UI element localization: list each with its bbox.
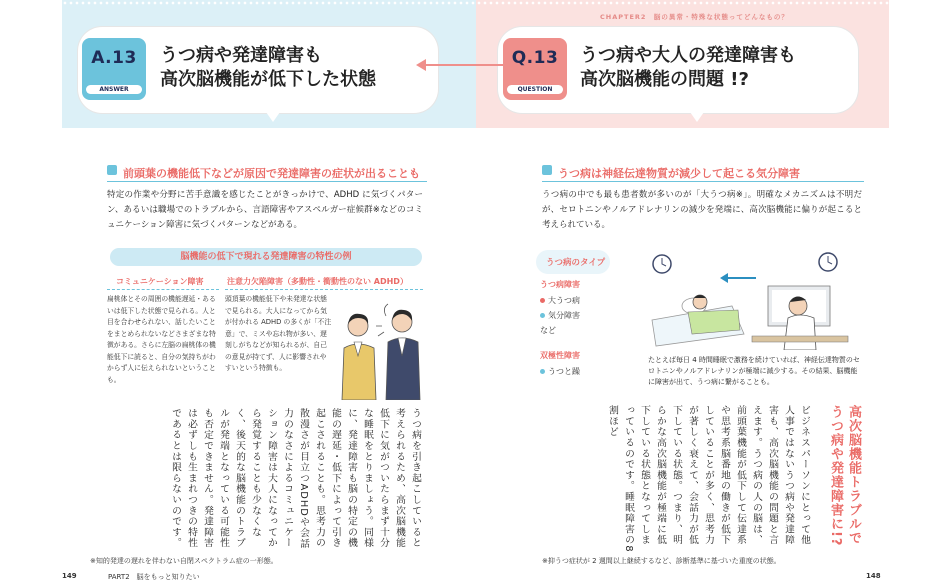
right-vertical-heading: 高次脳機能トラブルでうつ病や発達障害に!? xyxy=(828,405,861,547)
part-label: PART2 脳をもっと知りたい xyxy=(108,573,200,581)
right-footnote: ※抑うつ症状が 2 週間以上継続するなど、診断基準に基づいた重度の状態。 xyxy=(542,557,781,565)
question-title: うつ病や大人の発達障害も 高次脳機能の問題 !? xyxy=(580,45,796,90)
traits-pill: 脳機能の低下で現れる発達障害の特性の例 xyxy=(110,248,422,266)
divider xyxy=(107,181,427,182)
chapter-tag: CHAPTER2 脳の異常・特殊な状態ってどんなもの？ xyxy=(600,13,789,21)
answer-badge xyxy=(82,38,146,100)
bipolar-heading: 双極性障害 xyxy=(540,351,580,360)
bullet-icon xyxy=(540,369,545,374)
left-intro: 特定の作業や分野に苦手意識を感じたことがきっかけで、ADHD に気づくパターン、あるいは職場でのトラブルから、言語障害やアスペルガー症候群※などのコミュニケーション障害に気づくパターンなどがある。 xyxy=(107,190,423,230)
right-section-title: うつ病は神経伝達物質が減少して起こる気分障害 xyxy=(542,165,800,181)
unipolar-heading: うつ病障害 xyxy=(540,280,580,289)
illustration-caption: たとえば毎日 4 時間睡眠で激務を続けていれば、神経伝達物質のセロトニンやノルアドレナリンが極端に減少する。その結果、脳機能に障害が出て、うつ病に繋がることも。 xyxy=(648,356,860,386)
bullet-icon xyxy=(540,298,545,303)
page-number-left: 149 xyxy=(62,572,77,580)
adhd-heading: 注意力欠陥障害（多動性・衝動性のない ADHD） xyxy=(227,277,408,286)
left-section-title: 前頭葉の機能低下などが原因で発達障害の症状が出ることも xyxy=(107,165,420,181)
left-vertical-body: うつ病を引き起こしていると考えられるため、高次脳機能低下に気がついたらまず十分な睡眠をとりましょう。同様に、発達障害も脳の特定の機能の遅延・低下によって引き起こされることも。思考力の散漫さが目立つADHDや会話力のなさによるコミュニケーション障害は大人になってから発覚することも少なくなく、後天的な脳機能のトラブルが発端となっている可能性も否定できません。発達障害は必ずしも生まれつきの特性であるとは限らないのです。 xyxy=(170,408,421,550)
types-title: うつ病のタイプ xyxy=(546,258,606,268)
overwork-illustration xyxy=(648,250,864,350)
answer-label: ANSWER xyxy=(86,85,142,94)
answer-number: A.13 xyxy=(91,48,137,68)
question-number: Q.13 xyxy=(511,48,559,68)
type-item: うつと躁 xyxy=(540,366,580,377)
adhd-text: 頭頂葉の機能低下や未発達な状態で見られる。大人になってから気が付かれる ADHD の多くが「不注意」で、ミスや忘れ物が多い、遅刻しがちなどが知られるが、自己の意見が持てず、人に影響されやすいという特徴も。 xyxy=(225,295,332,372)
dot-pattern xyxy=(62,0,476,6)
page-number-right: 148 xyxy=(866,572,881,580)
bubble-tail xyxy=(690,112,704,122)
divider xyxy=(107,289,219,290)
dot-pattern xyxy=(476,0,889,6)
answer-title: うつ病や発達障害も 高次脳機能が低下した状態 xyxy=(160,45,376,90)
comm-text: 扁桃体とその周囲の機能遅延・あるいは低下した状態で見られる。人と目を合わせられない、話したいことをまとめられないなどさまざまな特徴がある。さらに左脳の扁桃体の機能低下に読ると、自分の気持ちがわからず人に伝えられないということも。 xyxy=(107,295,216,384)
bubble-tail xyxy=(266,112,280,122)
right-vertical-body: ビジネスパーソンにとって他人事ではないうつ病や発達障害も、高次脳機能の問題と言えます。うつ病の人の脳は、前頭葉機能が低下して伝達系や思考系脳番地の働きが低下していることが多く、思考力が著しく衰えて、会話力が低下している状態。つまり、明らかな高次脳機能が極端に低下している状態となってしまっているのです。睡眠障害の8割ほど xyxy=(607,405,810,553)
type-etc: など xyxy=(540,326,556,335)
question-label: QUESTION xyxy=(507,85,563,94)
conversation-illustration xyxy=(336,296,428,400)
question-badge xyxy=(503,38,567,100)
left-footnote: ※知的発達の遅れを伴わない自閉スペクトラム症の一形態。 xyxy=(90,557,278,565)
divider xyxy=(542,181,864,182)
comm-heading: コミュニケーション障害 xyxy=(116,277,204,286)
type-item: 気分障害 xyxy=(540,310,580,321)
divider xyxy=(225,289,423,290)
bullet-icon xyxy=(540,313,545,318)
arrow-left-icon xyxy=(418,64,512,66)
type-item: 大うつ病 xyxy=(540,295,580,306)
right-intro: うつ病の中でも最も患者数が多いのが「大うつ病※」。明確なメカニズムは不明だが、セロトニンやノルアドレナリンの減少を発端に、高次脳機能に偏りが起こると考えられている。 xyxy=(542,190,862,230)
